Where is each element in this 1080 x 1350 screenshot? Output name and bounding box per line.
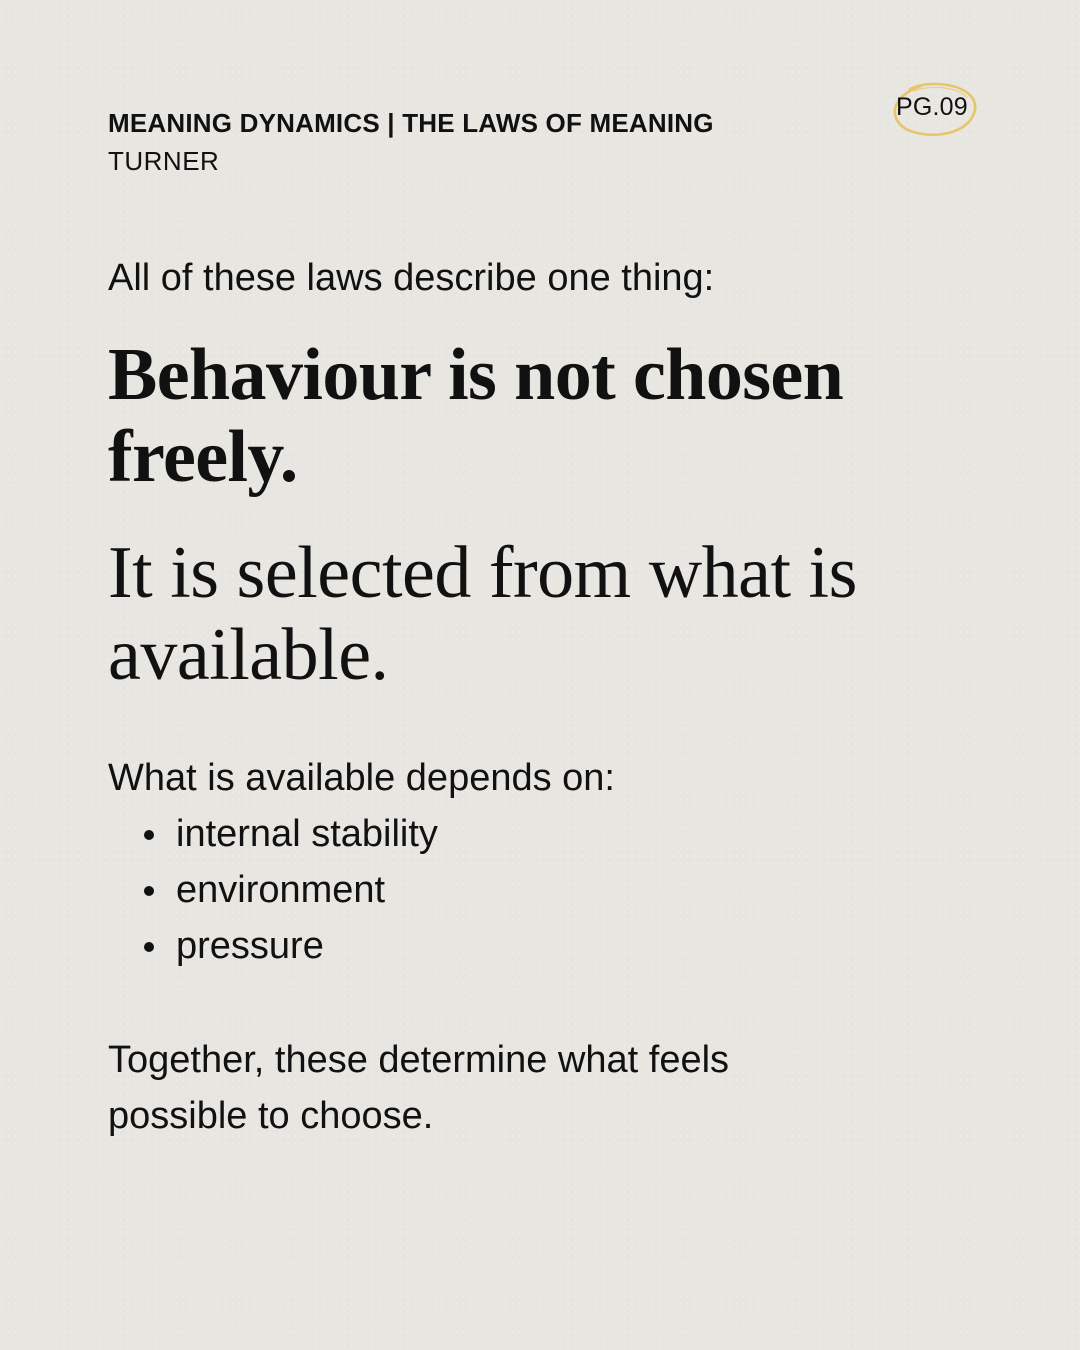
intro-text: All of these laws describe one thing: bbox=[108, 257, 715, 299]
dependency-label: What is available depends on: bbox=[108, 757, 615, 799]
dependency-list bbox=[138, 808, 438, 976]
author-name: TURNER bbox=[108, 146, 220, 176]
page-marker bbox=[890, 78, 982, 140]
series-title: MEANING DYNAMICS | THE LAWS OF MEANING bbox=[108, 108, 714, 138]
page-number: PG.09 bbox=[896, 93, 968, 121]
list-item: pressure bbox=[138, 920, 438, 976]
conclusion-text: Together, these determine what feels possible to choose. bbox=[108, 1039, 730, 1137]
list-item: environment bbox=[138, 864, 438, 920]
list-item: internal stability bbox=[138, 808, 438, 864]
main-headline: Behaviour is not chosen freely. bbox=[108, 334, 844, 498]
supporting-headline: It is selected from what is available. bbox=[108, 532, 857, 696]
